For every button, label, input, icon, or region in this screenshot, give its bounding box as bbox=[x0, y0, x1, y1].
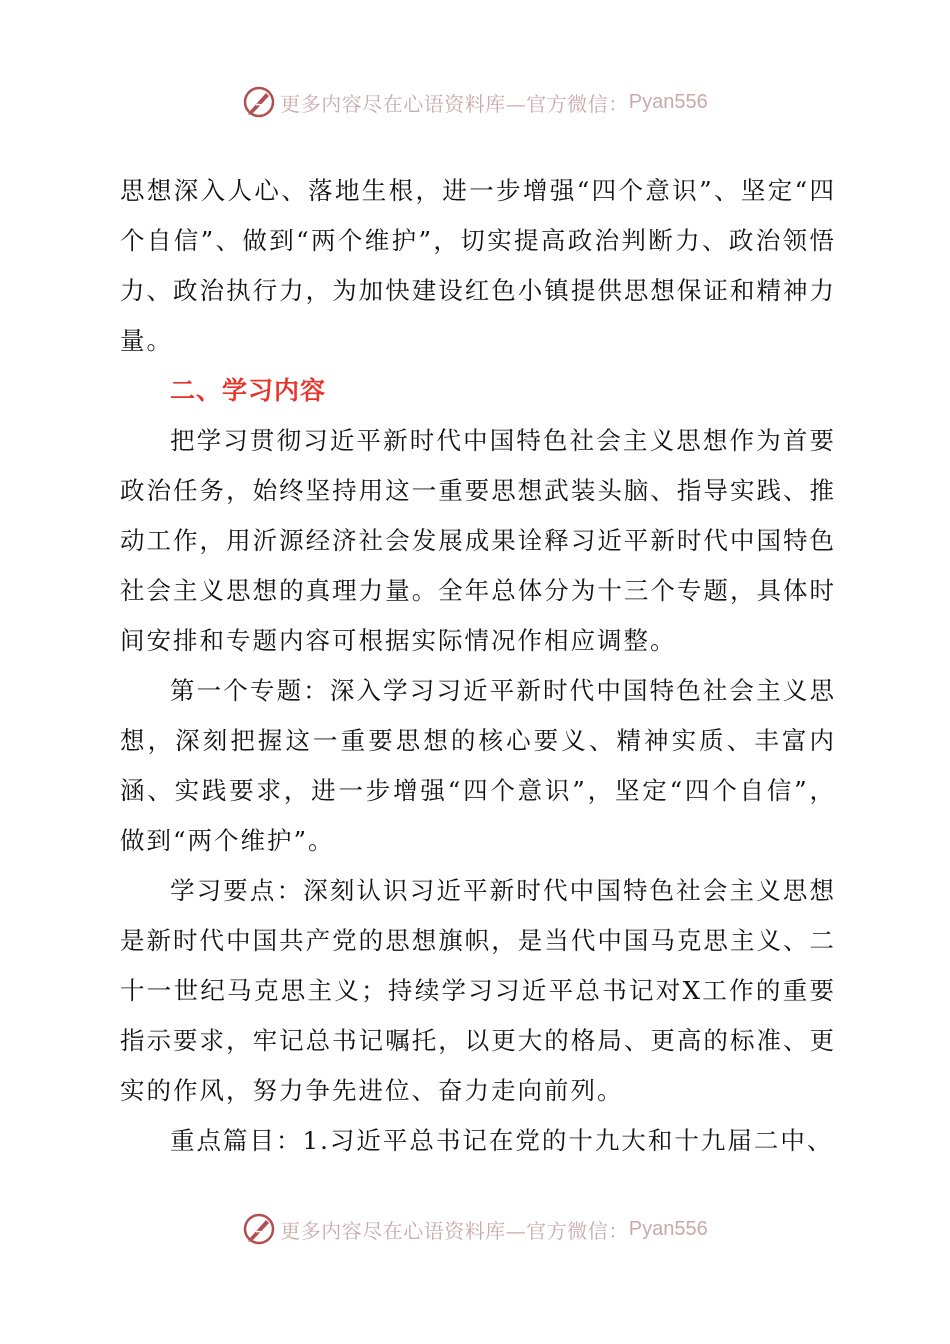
document-body bbox=[120, 166, 836, 1166]
section-heading-study-content: 二、学习内容 bbox=[170, 376, 327, 405]
paragraph-intro-continuation: 思想深入人心、落地生根，进一步增强“四个意识”、坚定“四个自信”、做到“两个维护”，切实提高政治判断力、政治领悟力、政治执行力，为加快建设红色小镇提供思想保证和精神力量。 bbox=[120, 176, 836, 355]
paragraph-study-points: 学习要点：深刻认识习近平新时代中国特色社会主义思想是新时代中国共产党的思想旗帜，是当代中国马克思主义、二十一世纪马克思主义；持续学习习近平总书记对X工作的重要指示要求，牢记总书记嘱托，以更大的格局、更高的标准、更实的作风，努力争先进位、奋力走向前列。 bbox=[120, 876, 836, 1105]
paragraph-study-overview: 把学习贯彻习近平新时代中国特色社会主义思想作为首要政治任务，始终坚持用这一重要思想武装头脑、指导实践、推动工作，用沂源经济社会发展成果诠释习近平新时代中国特色社会主义思想的真理力量。全年总体分为十三个专题，具体时间安排和专题内容可根据实际情况作相应调整。 bbox=[120, 426, 836, 655]
paragraph-topic-one: 第一个专题：深入学习习近平新时代中国特色社会主义思想，深刻把握这一重要思想的核心要义、精神实质、丰富内涵、实践要求，进一步增强“四个意识”，坚定“四个自信”，做到“两个维护”。 bbox=[120, 676, 836, 855]
header-banner-wechat-id: Pyan556 bbox=[628, 90, 708, 113]
footer-banner-text: 更多内容尽在心语资料库—官方微信： bbox=[280, 1218, 629, 1243]
pen-logo-icon bbox=[242, 85, 276, 119]
footer-banner-wechat-id: Pyan556 bbox=[628, 1217, 708, 1240]
paragraph-key-readings: 重点篇目：1.习近平总书记在党的十九大和十九届二中、 bbox=[170, 1126, 834, 1155]
header-banner-text: 更多内容尽在心语资料库—官方微信： bbox=[280, 91, 629, 116]
header-watermark-banner bbox=[0, 82, 950, 122]
footer-watermark-banner bbox=[0, 1209, 950, 1249]
pen-logo-icon bbox=[242, 1212, 276, 1246]
